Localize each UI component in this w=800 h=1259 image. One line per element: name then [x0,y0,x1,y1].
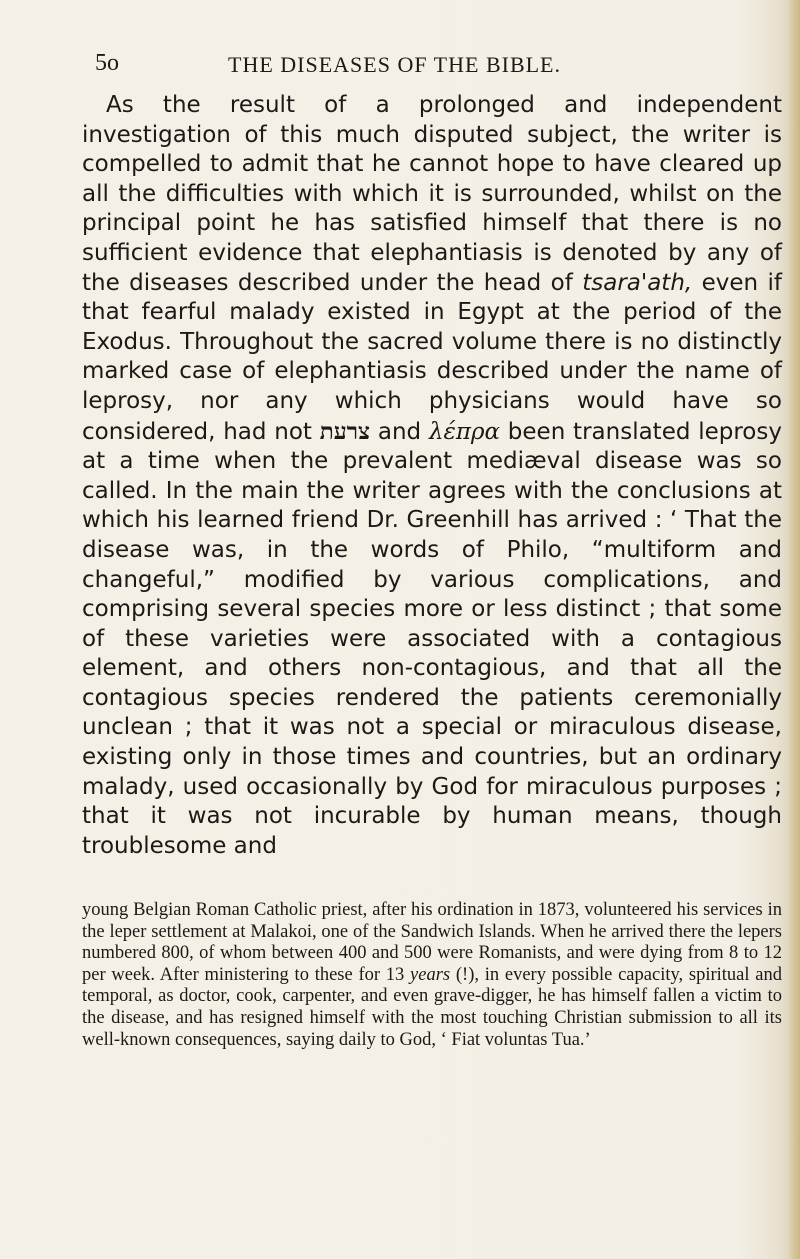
footnote-emphasis: years [410,964,451,985]
text-run: been translated leprosy at a time when the prevalent mediæval disease was so called. In the main the writer agrees with the conclusions at which his learned friend Dr. Greenhill has arrived : ‘ That the disease was, in the words of Philo, “multiform and changeful,” modified by various complications, and comprising several species more or less distinct ; that some of these varieties were associated with a contagious element, and others non-contagious, and that all the contagious species rendered the patients ceremonially unclean ; that it was not a special or miraculous disease, existing only in those times and countries, but an ordinary malady, used occasionally by God for miraculous purposes ; that it was not incurable by human means, though troublesome and [82,418,782,859]
hebrew-word: צרעת [319,417,371,445]
running-head: THE DISEASES OF THE BIBLE. [228,52,561,77]
text-run: even if that fearful malady existed in Egypt at the period of the Exodus. Throughout the sacred volume there is no distinctly marked case of elephantiasis described under the name of leprosy, nor any which physicians would have so considered, had not [82,269,782,445]
text-run: As the result of a prolonged and independent investigation of this much disputed subject, the writer is compelled to admit that he cannot hope to have cleared up all the difficulties with which it is surrounded, whilst on the principal point he has satisfied himself that there is no sufficient evidence that elephantiasis is denoted by any of the diseases described under the head of [82,92,782,296]
page-number: 5o [95,50,119,76]
footnote-text: (!), in every possible capacity, spiritual and temporal, as doctor, cook, carpenter, and even grave-digger, he has himself fallen a victim to the disease, and has resigned himself with the most touching Christian submission to all its well-known consequences, saying daily to God, ‘ Fiat voluntas Tua.’ [82,964,782,1050]
main-paragraph [82,91,782,861]
page-header [95,50,775,80]
page-edge [786,0,800,1259]
footnote [82,900,782,1051]
footnote-text: young Belgian Roman Catholic priest, after his ordination in 1873, volunteered his services in the leper settlement at Malakoi, one of the Sandwich Islands. When he arrived there the lepers numbered 800, of whom between 400 and 500 were Romanists, and were dying from 8 to 12 per week. After ministering to these for 13 [82,900,782,985]
term-tsaraath: tsara'ath, [582,269,693,296]
greek-word: λέπρα [428,418,501,445]
paragraph [82,91,782,861]
text-run: and [370,418,429,445]
